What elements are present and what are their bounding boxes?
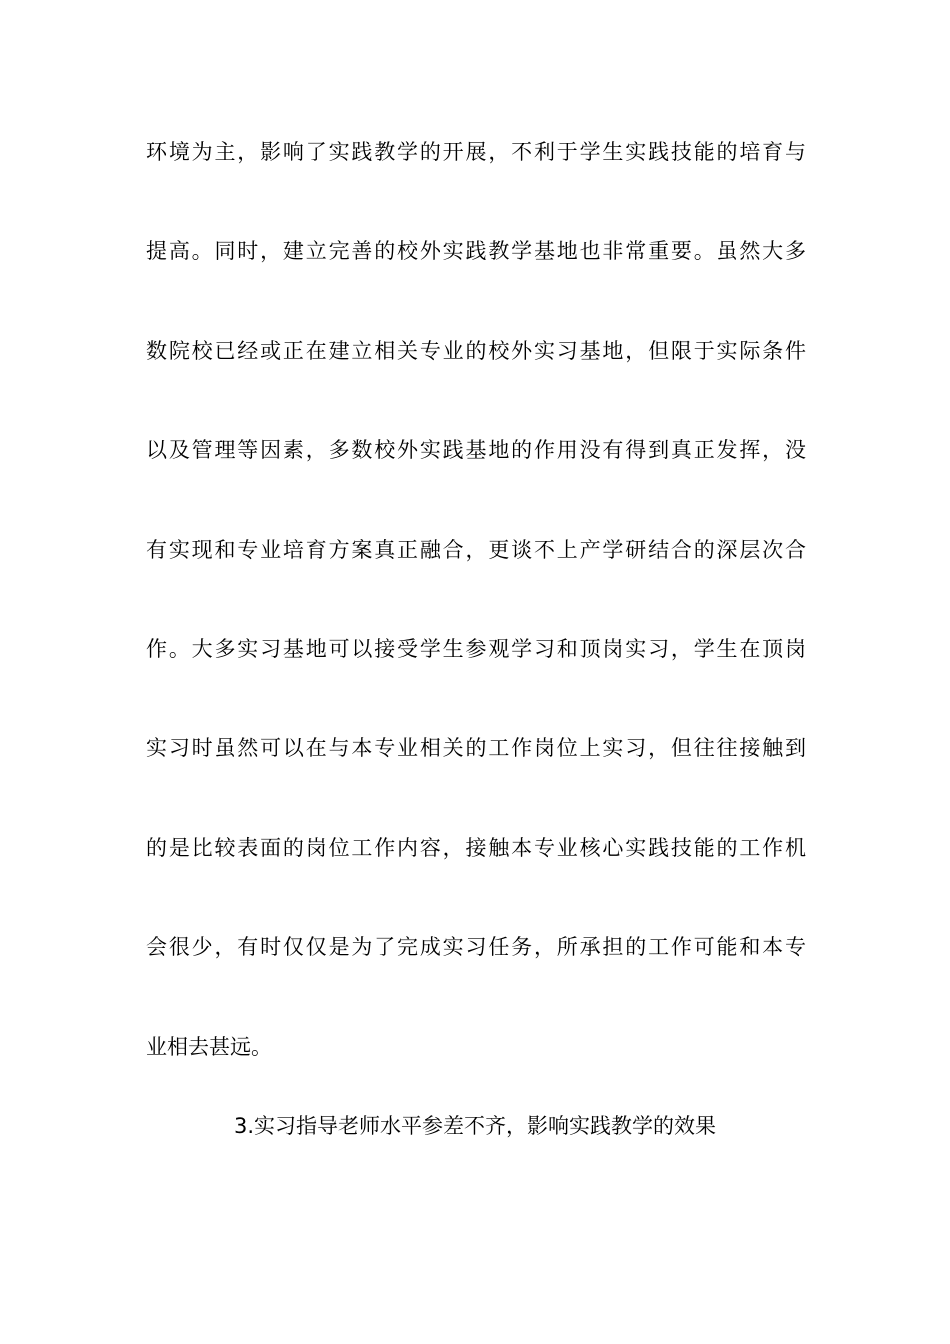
paragraph-line-7: 实习时虽然可以在与本专业相关的工作岗位上实习，但往往接触到 [146, 736, 806, 760]
paragraph-line-3: 数院校已经或正在建立相关专业的校外实习基地，但限于实际条件 [146, 339, 806, 363]
paragraph-line-9: 会很少，有时仅仅是为了完成实习任务，所承担的工作可能和本专 [146, 935, 806, 959]
paragraph-line-4: 以及管理等因素，多数校外实践基地的作用没有得到真正发挥，没 [146, 438, 806, 462]
paragraph-line-6: 作。大多实习基地可以接受学生参观学习和顶岗实习，学生在顶岗 [146, 637, 806, 661]
paragraph-line-8: 的是比较表面的岗位工作内容，接触本专业核心实践技能的工作机 [146, 836, 806, 860]
paragraph-line-10: 业相去甚远。 [146, 1035, 272, 1059]
paragraph-line-2: 提高。同时，建立完善的校外实践教学基地也非常重要。虽然大多 [146, 239, 806, 263]
section-heading: 3.实习指导老师水平参差不齐，影响实践教学的效果 [233, 1114, 717, 1138]
paragraph-line-5: 有实现和专业培育方案真正融合，更谈不上产学研结合的深层次合 [146, 538, 806, 562]
paragraph-line-1: 环境为主，影响了实践教学的开展，不利于学生实践技能的培育与 [146, 140, 806, 164]
